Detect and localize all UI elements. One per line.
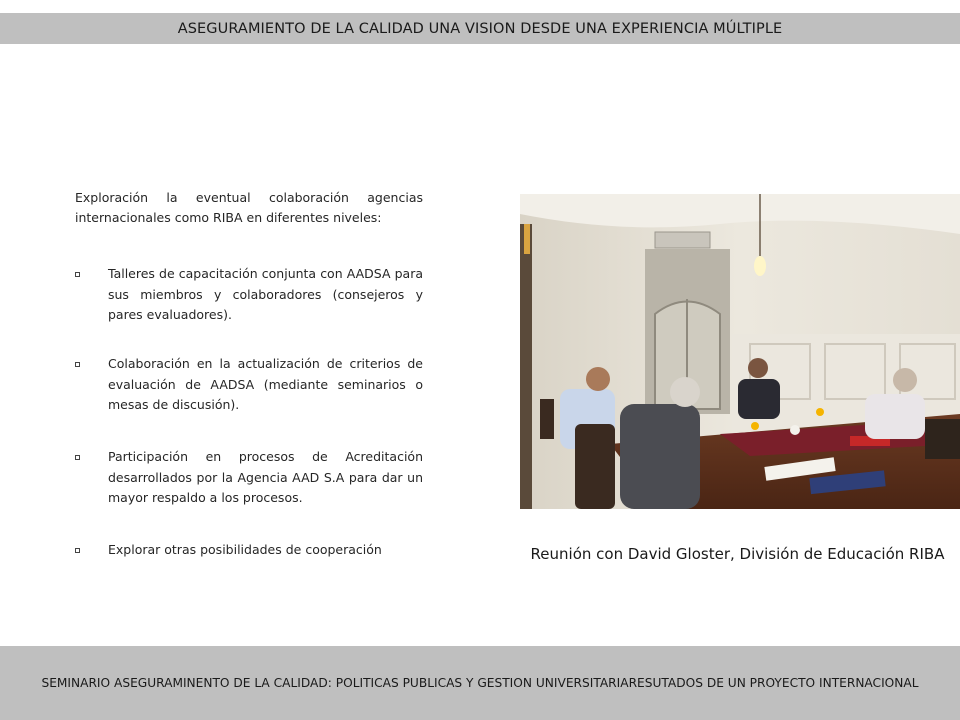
bullet-text: Explorar otras posibilidades de cooperación <box>108 542 382 557</box>
header-bar <box>0 13 960 44</box>
square-bullet-icon <box>75 272 80 277</box>
intro-paragraph: Exploración la eventual colaboración agencias internacionales como RIBA en diferentes niveles: <box>75 190 423 225</box>
bullet-item <box>75 540 423 561</box>
meeting-photo <box>520 194 960 509</box>
photo-caption: Reunión con David Gloster, División de Educación RIBA <box>530 545 945 563</box>
bullet-item <box>75 354 423 416</box>
square-bullet-icon <box>75 548 80 553</box>
bullet-item <box>75 264 423 326</box>
square-bullet-icon <box>75 362 80 367</box>
bullet-text: Colaboración en la actualización de criterios de evaluación de AADSA (mediante seminarios o mesas de discusión). <box>108 356 423 412</box>
slide-title: ASEGURAMIENTO DE LA CALIDAD UNA VISION DESDE UNA EXPERIENCIA MÚLTIPLE <box>177 20 783 37</box>
bullet-item <box>75 447 423 509</box>
footer-bar <box>0 646 960 720</box>
footer-text: SEMINARIO ASEGURAMINENTO DE LA CALIDAD: POLITICAS PUBLICAS Y GESTION UNIVERSITARIARESUTADOS DE UN PROYECTO INTERNACIONAL <box>41 676 919 690</box>
bullet-text: Talleres de capacitación conjunta con AADSA para sus miembros y colaboradores (consejeros y pares evaluadores). <box>108 266 423 322</box>
bullet-text: Participación en procesos de Acreditación desarrollados por la Agencia AAD S.A para dar un mayor respaldo a los procesos. <box>108 449 423 505</box>
square-bullet-icon <box>75 455 80 460</box>
